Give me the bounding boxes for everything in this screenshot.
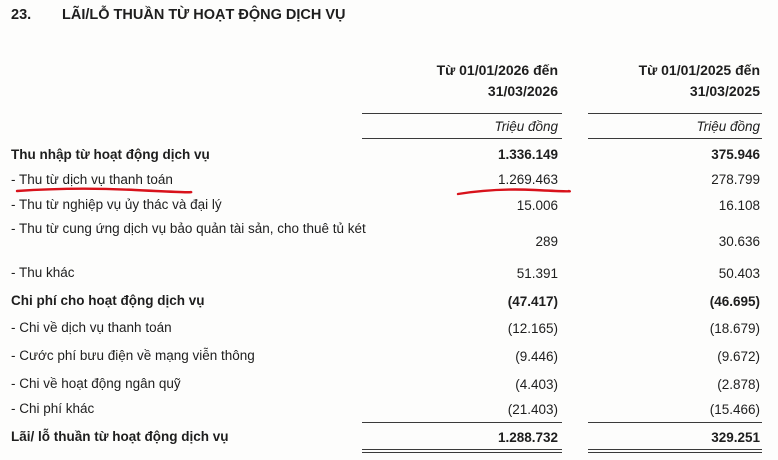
total-top-rule-prior <box>588 422 762 423</box>
row-trust-agency-current: 15.006 <box>516 198 558 213</box>
header-rule-prior <box>588 113 762 114</box>
column-header-prior <box>639 60 760 102</box>
row-telecom-expense-prior: (9.672) <box>717 349 760 364</box>
row-net-service-label: Lãi/ lỗ thuần từ hoạt động dịch vụ <box>11 429 229 444</box>
row-custody-current: 289 <box>535 234 558 249</box>
row-other-expense-prior: (15.466) <box>709 402 760 417</box>
row-other-expense-label: - Chi phí khác <box>11 401 95 416</box>
red-underline-stroke-label <box>17 189 191 193</box>
column-header-prior-line1: Từ 01/01/2025 đến <box>638 62 760 78</box>
row-treasury-expense-prior: (2.878) <box>717 377 760 392</box>
red-underline-mark-value <box>455 185 573 199</box>
unit-prior: Triệu đồng <box>696 119 760 134</box>
row-telecom-expense-label: - Cước phí bưu điện về mạng viễn thông <box>11 348 255 363</box>
unit-rule-current <box>362 138 562 139</box>
column-header-current-line2: 31/03/2026 <box>487 83 558 99</box>
row-payment-income-label: - Thu từ dịch vụ thanh toán <box>11 172 173 187</box>
header-rule-current <box>362 113 562 114</box>
row-other-expense-current: (21.403) <box>507 402 558 417</box>
row-trust-agency-label: - Thu từ nghiệp vụ ủy thác và đại lý <box>11 197 222 212</box>
note-title: LÃI/LỖ THUẦN TỪ HOẠT ĐỘNG DỊCH VỤ <box>62 7 346 23</box>
row-service-income-prior: 375.946 <box>711 147 760 162</box>
total-double-rule-prior-1 <box>588 449 762 450</box>
total-double-rule-current-2 <box>362 452 562 453</box>
row-payment-expense-current: (12.165) <box>507 321 558 336</box>
row-service-expense-current: (47.417) <box>507 294 558 309</box>
row-net-service-prior: 329.251 <box>711 430 760 445</box>
total-top-rule-current <box>362 422 562 423</box>
row-telecom-expense-current: (9.446) <box>515 349 558 364</box>
row-payment-income-current: 1.269.463 <box>497 172 558 187</box>
row-treasury-expense-label: - Chi về hoạt động ngân quỹ <box>11 376 181 391</box>
row-other-income-prior: 50.403 <box>718 266 760 281</box>
row-treasury-expense-current: (4.403) <box>515 377 558 392</box>
row-service-income-label: Thu nhập từ hoạt động dịch vụ <box>11 147 210 162</box>
row-custody-label: - Thu từ cung ứng dịch vụ bảo quản tài sản, cho thuê tủ két <box>11 221 366 236</box>
row-trust-agency-prior: 16.108 <box>718 198 760 213</box>
unit-rule-prior <box>588 138 762 139</box>
row-other-income-label: - Thu khác <box>11 265 75 280</box>
red-underline-mark-label <box>15 185 195 197</box>
row-payment-income-prior: 278.799 <box>711 172 760 187</box>
total-double-rule-prior-2 <box>588 452 762 453</box>
row-service-income-current: 1.336.149 <box>497 147 558 162</box>
column-header-current-line1: Từ 01/01/2026 đến <box>436 62 558 78</box>
row-service-expense-label: Chi phí cho hoạt động dịch vụ <box>11 293 205 308</box>
note-number: 23. <box>11 7 32 23</box>
row-net-service-current: 1.288.732 <box>497 430 558 445</box>
row-payment-expense-prior: (18.679) <box>709 321 760 336</box>
row-service-expense-prior: (46.695) <box>709 294 760 309</box>
total-double-rule-current-1 <box>362 449 562 450</box>
column-header-current <box>437 60 558 102</box>
row-payment-expense-label: - Chi về dịch vụ thanh toán <box>11 320 172 335</box>
row-other-income-current: 51.391 <box>516 266 558 281</box>
red-underline-stroke-value <box>458 190 570 195</box>
unit-current: Triệu đồng <box>494 119 558 134</box>
row-custody-prior: 30.636 <box>718 234 760 249</box>
column-header-prior-line2: 31/03/2025 <box>689 83 760 99</box>
